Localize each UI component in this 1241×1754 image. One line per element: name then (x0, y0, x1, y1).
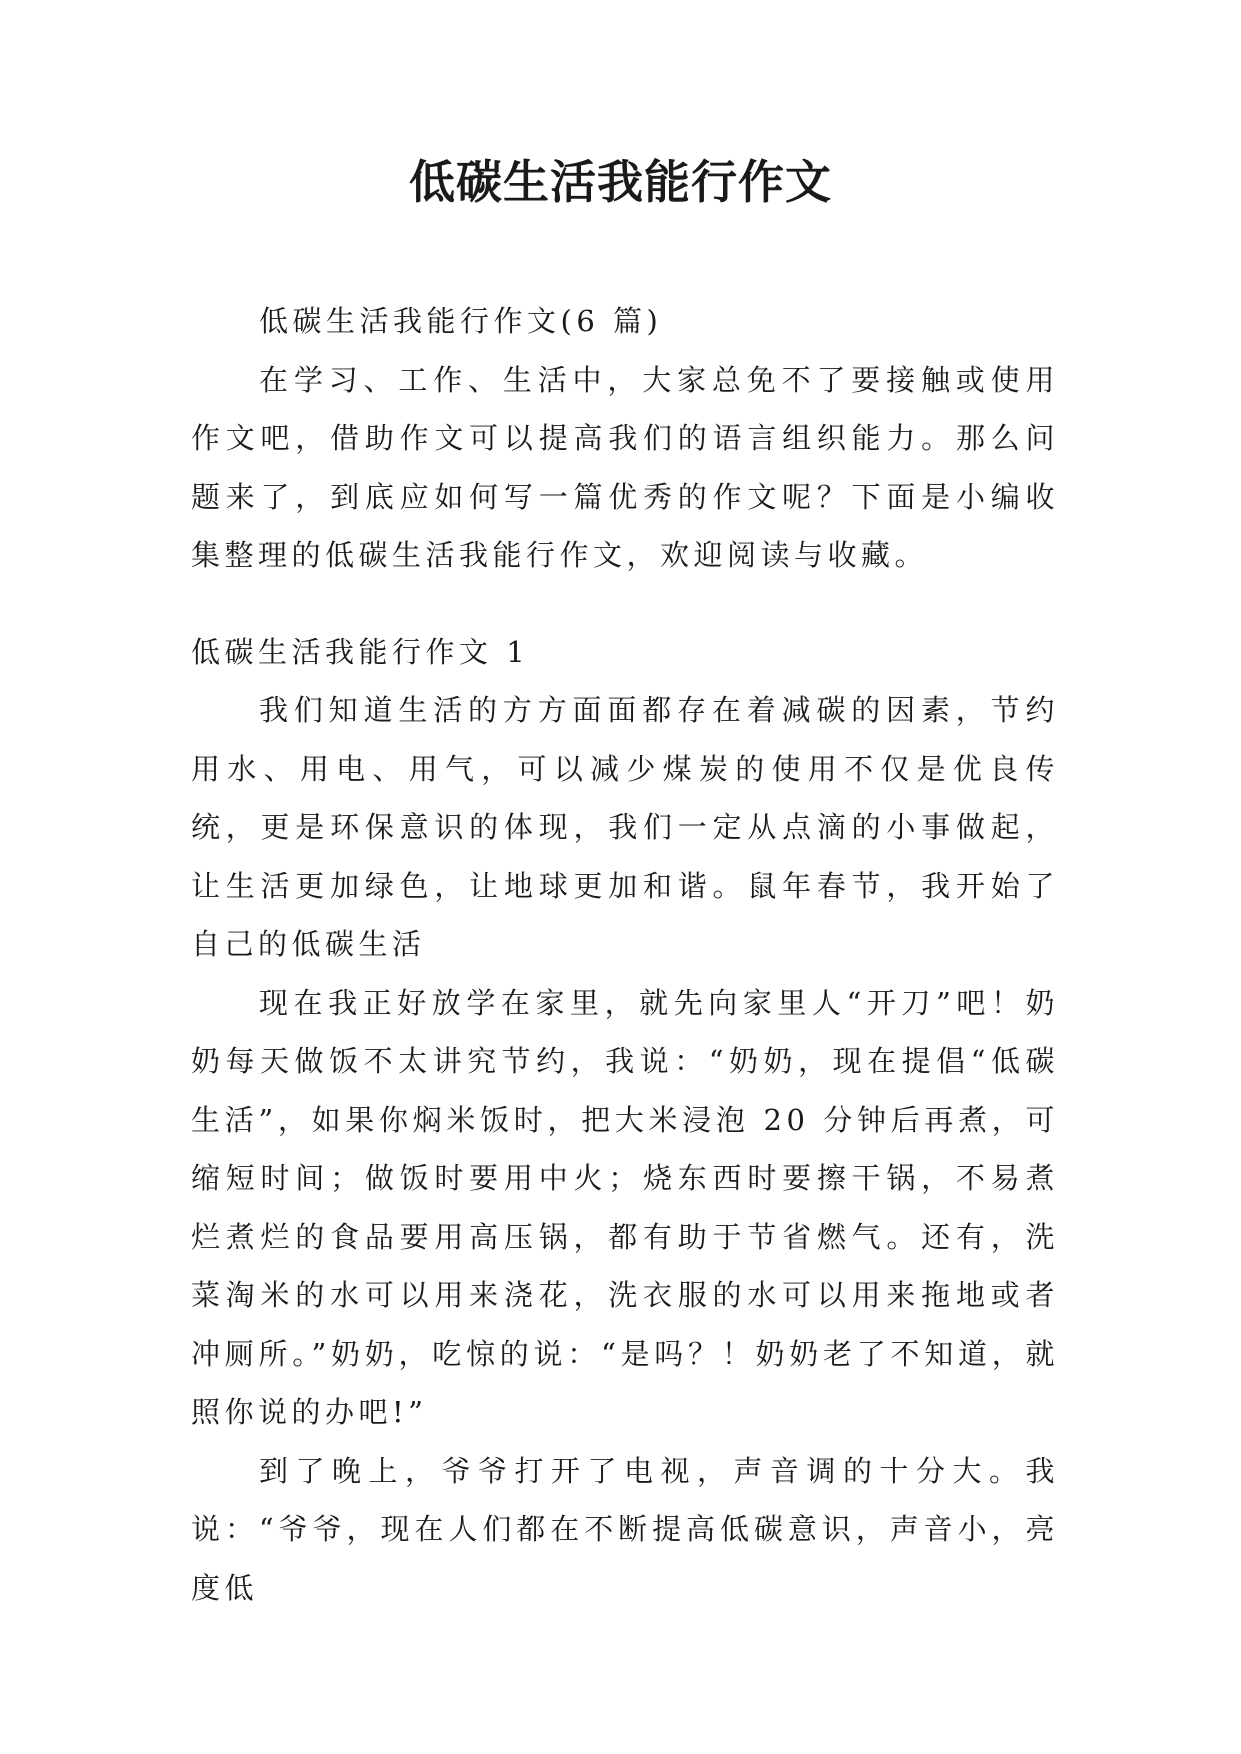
document-body (191, 292, 1059, 1617)
document-title: 低碳生活我能行作文 (409, 155, 832, 209)
body-paragraph: 现在我正好放学在家里，就先向家里人“开刀”吧！奶奶每天做饭不太讲究节约，我说：“奶奶，现在提倡“低碳生活”，如果你焖米饭时，把大米浸泡 20 分钟后再煮，可缩短时间；做饭时要用中火；烧东西时要擦干锅，不易煮烂煮烂的食品要用高压锅，都有助于节省燃气。还有，洗菜淘米的水可以用来浇花，洗衣服的水可以用来拖地或者冲厕所。”奶奶，吃惊的说：“是吗？！奶奶老了不知道，就照你说的办吧!” (191, 985, 1059, 1429)
intro-paragraph: 在学习、工作、生活中，大家总免不了要接触或使用作文吧，借助作文可以提高我们的语言组织能力。那么问题来了，到底应如何写一篇优秀的作文呢？下面是小编收集整理的低碳生活我能行作文，欢迎阅读与收藏。 (191, 362, 1059, 572)
body-paragraph: 我们知道生活的方方面面都存在着减碳的因素，节约用水、用电、用气，可以减少煤炭的使用不仅是优良传统，更是环保意识的体现，我们一定从点滴的小事做起，让生活更加绿色，让地球更加和谐。鼠年春节，我开始了自己的低碳生活 (191, 693, 1059, 961)
section-heading: 低碳生活我能行作文 1 (191, 634, 530, 669)
body-paragraph: 到了晚上，爷爷打开了电视，声音调的十分大。我说：“爷爷，现在人们都在不断提高低碳意识，声音小，亮度低 (191, 1453, 1059, 1605)
document-subtitle: 低碳生活我能行作文(6 篇) (259, 304, 663, 338)
